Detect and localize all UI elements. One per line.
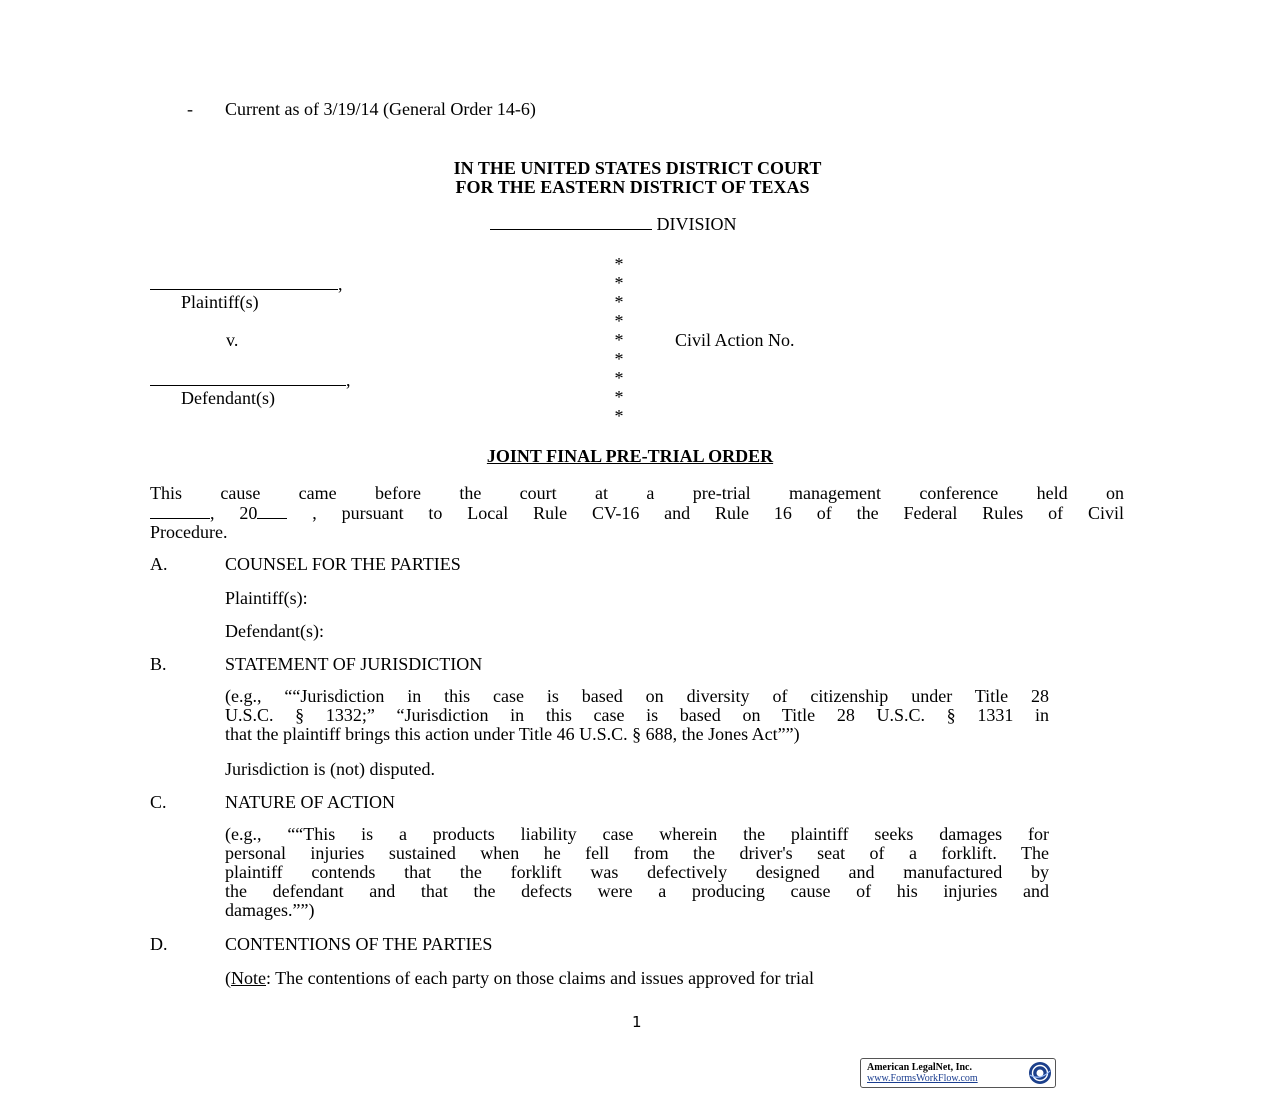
nature-example-line: personal injuries sustained when he fell from the driver's seat of a forklift. The <box>225 843 1049 863</box>
plaintiff-name-blank[interactable] <box>150 274 338 290</box>
court-name-line1: IN THE UNITED STATES DISTRICT COURT <box>453 158 822 178</box>
note-label: Note <box>231 968 266 988</box>
section-b-letter: B. <box>150 654 167 674</box>
logo-company-name: American LegalNet, Inc. <box>867 1062 972 1073</box>
plaintiff-comma: , <box>338 274 343 294</box>
defendant-label: Defendant(s) <box>181 388 275 408</box>
nature-example-line: damages.””) <box>225 900 315 920</box>
section-b-heading: STATEMENT OF JURISDICTION <box>225 654 483 674</box>
caption-star: * <box>614 349 624 369</box>
plaintiff-label: Plaintiff(s) <box>181 292 259 312</box>
nature-example-line: (e.g., ““This is a products liability case wherein the plaintiff seeks damages for <box>225 824 1049 844</box>
section-a-heading: COUNSEL FOR THE PARTIES <box>225 554 461 574</box>
defendant-comma: , <box>346 370 351 390</box>
jurisdiction-example-line: that the plaintiff brings this action under Title 46 U.S.C. § 688, the Jones Act””) <box>225 724 800 744</box>
civil-action-label: Civil Action No. <box>675 330 795 350</box>
intro-line1: This cause came before the court at a pre-trial management conference held on <box>150 483 1124 503</box>
intro-line3: Procedure. <box>150 522 228 542</box>
defendant-name-line <box>150 370 351 390</box>
logo-url-link[interactable]: www.FormsWorkFlow.com <box>867 1073 978 1084</box>
conference-date-blank[interactable] <box>150 503 210 519</box>
counsel-defendant-label: Defendant(s): <box>225 621 324 641</box>
section-c-letter: C. <box>150 792 167 812</box>
jurisdiction-example-line: (e.g., ““Jurisdiction in this case is based on diversity of citizenship under Title 28 <box>225 686 1049 706</box>
globe-icon <box>1028 1061 1052 1085</box>
caption-star: * <box>614 368 624 388</box>
jurisdiction-example <box>225 687 1049 744</box>
contentions-note <box>225 968 814 988</box>
division-blank[interactable] <box>490 214 652 230</box>
division-line <box>490 214 737 234</box>
counsel-plaintiff-label: Plaintiff(s): <box>225 588 308 608</box>
versus-label: v. <box>226 330 239 350</box>
caption-star: * <box>614 330 624 350</box>
caption-star: * <box>614 254 624 274</box>
section-c-heading: NATURE OF ACTION <box>225 792 396 812</box>
intro-line2-text: , pursuant to Local Rule CV-16 and Rule 16 of the Federal Rules of Civil <box>287 503 1124 523</box>
intro-line2 <box>150 503 1124 523</box>
document-title: JOINT FINAL PRE-TRIAL ORDER <box>486 446 774 466</box>
footer-logo[interactable] <box>860 1058 1056 1088</box>
nature-of-action-example <box>225 825 1049 920</box>
court-name-line2: FOR THE EASTERN DISTRICT OF TEXAS <box>455 177 810 197</box>
jurisdiction-disputed: Jurisdiction is (not) disputed. <box>225 759 435 779</box>
nature-example-line: plaintiff contends that the forklift was defectively designed and manufactured by <box>225 862 1049 882</box>
caption-star: * <box>614 311 624 331</box>
defendant-name-blank[interactable] <box>150 370 346 386</box>
current-as-of-note: Current as of 3/19/14 (General Order 14-6) <box>225 99 536 119</box>
caption-star: * <box>614 292 624 312</box>
caption-star: * <box>614 387 624 407</box>
caption-star-column <box>612 255 626 426</box>
header-dash: - <box>187 99 193 119</box>
section-d-letter: D. <box>150 934 168 954</box>
section-d-heading: CONTENTIONS OF THE PARTIES <box>225 934 493 954</box>
section-a-letter: A. <box>150 554 168 574</box>
division-label: DIVISION <box>656 214 737 234</box>
conference-year-blank[interactable] <box>257 503 287 519</box>
caption-star: * <box>614 406 624 426</box>
plaintiff-name-line <box>150 274 343 294</box>
intro-paragraph <box>150 484 1124 542</box>
intro-year-prefix: , 20 <box>210 503 258 523</box>
note-open-paren: ( <box>225 968 231 988</box>
nature-example-line: the defendant and that the defects were a producing cause of his injuries and <box>225 881 1049 901</box>
jurisdiction-example-line: U.S.C. § 1332;” “Jurisdiction in this case is based on Title 28 U.S.C. § 1331 in <box>225 705 1049 725</box>
caption-star: * <box>614 273 624 293</box>
page-number: 1 <box>632 1013 642 1031</box>
note-text: : The contentions of each party on those claims and issues approved for trial <box>266 968 815 988</box>
